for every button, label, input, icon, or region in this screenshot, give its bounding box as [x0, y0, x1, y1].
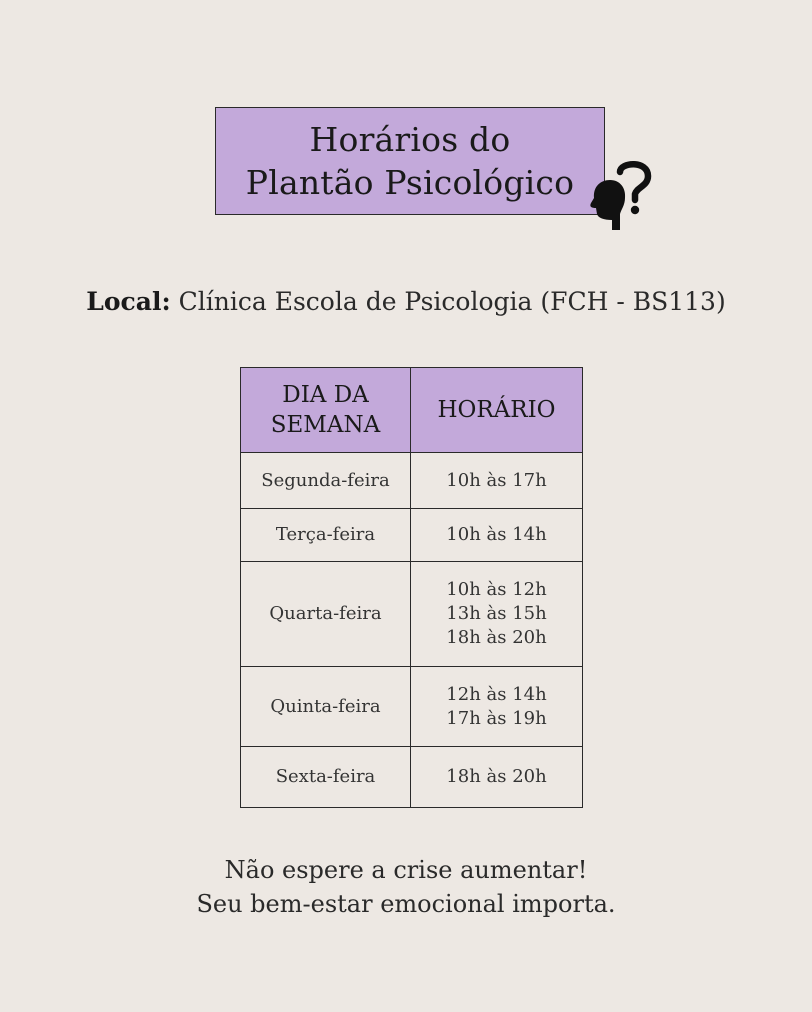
time-slot: 12h às 14h	[446, 683, 547, 705]
head-question-icon	[582, 158, 654, 238]
table-row	[241, 667, 583, 747]
table-row	[241, 562, 583, 667]
time-slot: 10h às 17h	[446, 469, 547, 491]
row-times	[411, 453, 583, 509]
location-line	[0, 284, 812, 320]
row-times	[411, 562, 583, 667]
footer-message	[0, 853, 812, 921]
time-slot: 13h às 15h	[446, 603, 547, 624]
row-day: Quarta-feira	[241, 562, 411, 667]
row-times	[411, 747, 583, 808]
table-row	[241, 453, 583, 509]
row-day: Terça-feira	[241, 509, 411, 562]
time-slot: 18h às 20h	[446, 766, 547, 787]
table-row	[241, 747, 583, 808]
time-slot: 10h às 14h	[446, 524, 547, 545]
time-slot: 17h às 19h	[446, 707, 547, 729]
row-day: Segunda-feira	[241, 453, 411, 509]
row-times	[411, 667, 583, 747]
time-slot: 10h às 12h	[446, 579, 547, 600]
header-day-line-2: SEMANA	[270, 412, 381, 438]
title-line-1: Horários do	[309, 120, 511, 159]
title-line-2: Plantão Psicológico	[245, 163, 575, 202]
location-label: Local:	[86, 287, 171, 316]
footer-line-1: Não espere a crise aumentar!	[224, 856, 588, 884]
header-day	[241, 368, 411, 453]
header-time: HORÁRIO	[411, 368, 583, 453]
table-header-row	[241, 368, 583, 453]
time-slot: 18h às 20h	[446, 627, 547, 648]
header-day-line-1: DIA DA	[282, 382, 369, 408]
row-day: Sexta-feira	[241, 747, 411, 808]
row-day: Quinta-feira	[241, 667, 411, 747]
row-times	[411, 509, 583, 562]
location-value: Clínica Escola de Psicologia (FCH - BS113)	[178, 287, 726, 316]
title-box	[215, 107, 605, 215]
footer-line-2: Seu bem-estar emocional importa.	[196, 890, 616, 918]
table-row	[241, 509, 583, 562]
schedule-table	[240, 367, 583, 808]
